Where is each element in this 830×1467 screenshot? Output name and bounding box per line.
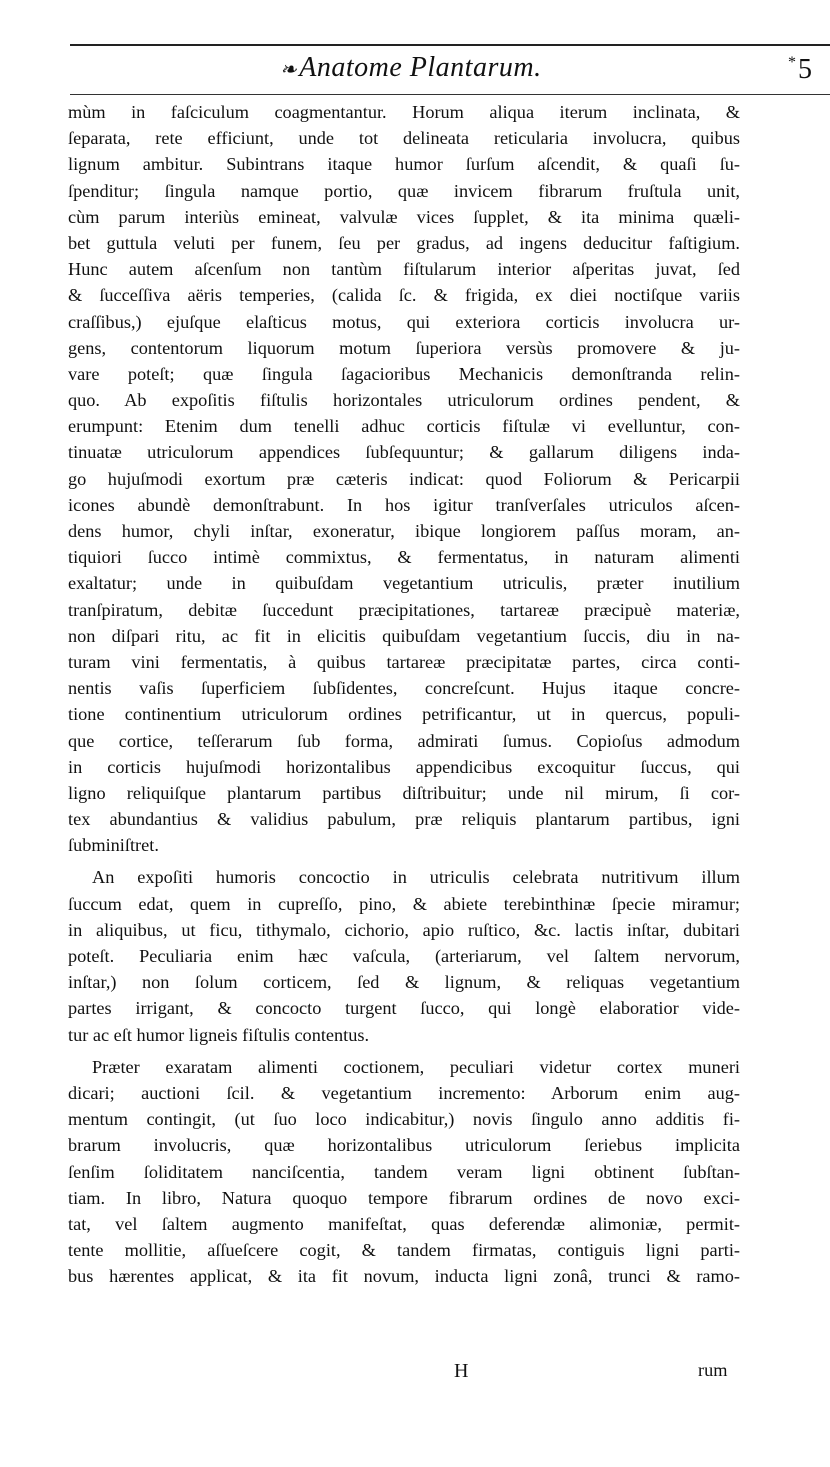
text-line: in corticis hujuſmodi horizontalibus appendicibus excoquitur ſuccus, qui xyxy=(68,756,740,777)
text-line: ligno reliquiſque plantarum partibus diſtribuitur; unde nil mirum, ſi cor- xyxy=(68,782,740,803)
text-line: tat, vel ſaltem augmento manifeſtat, quas deferendæ alimoniæ, permit- xyxy=(68,1213,740,1234)
text-line: Præter exaratam alimenti coctionem, peculiari videtur cortex muneri xyxy=(92,1056,740,1077)
text-line: exaltatur; unde in quibuſdam vegetantium utriculis, præter inutilium xyxy=(68,573,740,594)
text-line: inſtar,) non ſolum corticem, ſed & lignum, & reliquas vegetantium xyxy=(68,972,740,993)
text-line: dens humor, chyli inſtar, exoneratur, ibique longiorem paſſus moram, an- xyxy=(68,521,740,541)
text-line: vare poteſt; quæ ſingula ſagacioribus Mechanicis demonſtranda relin- xyxy=(68,363,740,384)
text-line: lignum ambitur. Subintrans itaque humor ſurſum aſcendit, & quaſi ſu- xyxy=(68,154,740,175)
page-number xyxy=(788,54,812,86)
text-line: cùm parum interiùs emineat, valvulæ vices ſupplet, & ita minima quæli- xyxy=(68,206,740,227)
text-line: que cortice, teſſerarum ſub forma, admirati ſumus. Copioſus admodum xyxy=(68,730,740,751)
catchword: rum xyxy=(698,1360,728,1380)
text-line: partes irrigant, & concocto turgent ſucco, qui longè elaboratior vide- xyxy=(68,998,740,1019)
text-line: erumpunt: Etenim dum tenelli adhuc corticis fiſtulæ vi evelluntur, con- xyxy=(68,416,740,437)
text-line: non diſpari ritu, ac fit in elicitis quibuſdam vegetantium ſuccis, diu in na- xyxy=(68,625,740,646)
text-line: mùm in faſciculum coagmentantur. Horum aliqua iterum inclinata, & xyxy=(68,102,740,122)
text-line: tex abundantius & validius pabulum, præ reliquis plantarum partibus, igni xyxy=(68,809,740,830)
text-line: ſeparata, rete efficiunt, unde tot delineata reticularia involucra, quibus xyxy=(68,128,740,149)
text-line: gens, contentorum liquorum motum ſuperiora versùs promovere & ju- xyxy=(68,337,740,358)
text-line: ſubminiſtret. xyxy=(68,835,159,856)
fleuron-ornament-icon: ❧ xyxy=(280,59,298,81)
text-line: in aliquibus, ut ficu, tithymalo, cichorio, apio ruſtico, &c. lactis inſtar, dubitari xyxy=(68,919,740,940)
text-line: dicari; auctioni ſcil. & vegetantium incremento: Arborum enim aug- xyxy=(68,1082,740,1103)
text-line: craſſibus,) ejuſque elaſticus motus, qui exteriora corticis involucra ur- xyxy=(68,311,740,332)
body-text xyxy=(68,99,740,1289)
text-line: tiam. In libro, Natura quoquo tempore fibrarum ordines de novo exci- xyxy=(68,1187,740,1208)
text-line: nentis vaſis ſuperficiem ſubſidentes, concreſcunt. Hujus itaque concre- xyxy=(68,678,740,699)
text-line: icones abundè demonſtrabunt. In hos igitur tranſverſales utriculos aſcen- xyxy=(68,494,740,515)
text-line: ſpenditur; ſingula namque portio, quæ invicem fibrarum fruſtula unit, xyxy=(68,180,740,201)
text-line: & ſucceſſiva aëris temperies, (calida ſc. & frigida, ex diei noctiſque variis xyxy=(68,285,740,306)
text-line: tente mollitie, aſſueſcere cogit, & tandem firmatas, contiguis ligni parti- xyxy=(68,1240,740,1261)
text-line: quo. Ab expoſitis fiſtulis horizontales utriculorum ordines pendent, & xyxy=(68,390,740,411)
asterisk-mark: * xyxy=(788,54,796,71)
text-line: tione continentium utriculorum ordines petrificantur, ut in quercus, populi- xyxy=(68,704,740,725)
text-line: poteſt. Peculiaria enim hæc vaſcula, (arteriarum, vel ſaltem nervorum, xyxy=(68,946,740,966)
top-rule xyxy=(70,44,830,46)
text-line: tinuatæ utriculorum appendices ſubſequuntur; & gallarum diligens inda- xyxy=(68,442,740,463)
text-line: tiquiori ſucco intimè commixtus, & fermentatus, in naturam alimenti xyxy=(68,547,740,568)
text-line: ſuccum edat, quem in cupreſſo, pino, & abiete terebinthinæ ſpecie miramur; xyxy=(68,893,740,914)
paragraph xyxy=(68,864,740,1047)
text-line: An expoſiti humoris concoctio in utriculis celebrata nutritivum illum xyxy=(92,867,740,888)
text-line: bus hærentes applicat, & ita fit novum, inducta ligni zonâ, trunci & ramo- xyxy=(68,1266,740,1287)
header-rule xyxy=(70,94,830,95)
running-head xyxy=(280,52,580,92)
text-line: turam vini fermentatis, à quibus tartareæ præcipitatæ partes, circa conti- xyxy=(68,651,740,672)
text-line: bet guttula veluti per funem, ſeu per gradus, ad ingens deducitur faſtigium. xyxy=(68,232,740,253)
text-line: brarum involucris, quæ horizontalibus utriculorum ſeriebus implicita xyxy=(68,1135,740,1156)
running-title: Anatome Plantarum. xyxy=(299,52,542,83)
text-line: mentum contingit, (ut ſuo loco indicabitur,) novis ſingulo anno additis fi- xyxy=(68,1109,740,1130)
text-line: Hunc autem aſcenſum non tantùm fiſtularum interior aſperitas juvat, ſed xyxy=(68,259,740,280)
signature-mark: H xyxy=(454,1360,469,1382)
text-line: tranſpiratum, debitæ ſuccedunt præcipitationes, tartareæ præcipuè materiæ, xyxy=(68,599,740,620)
paragraph xyxy=(68,99,740,858)
text-line: ſenſim ſoliditatem nanciſcentia, tandem veram ligni obtinent ſubſtan- xyxy=(68,1161,740,1182)
text-line: tur ac eſt humor ligneis fiſtulis contentus. xyxy=(68,1024,370,1045)
page-number-value: 5 xyxy=(798,54,812,85)
text-line: go hujuſmodi exortum præ cæteris indicat: quod Foliorum & Pericarpii xyxy=(68,468,740,489)
paragraph xyxy=(68,1054,740,1290)
